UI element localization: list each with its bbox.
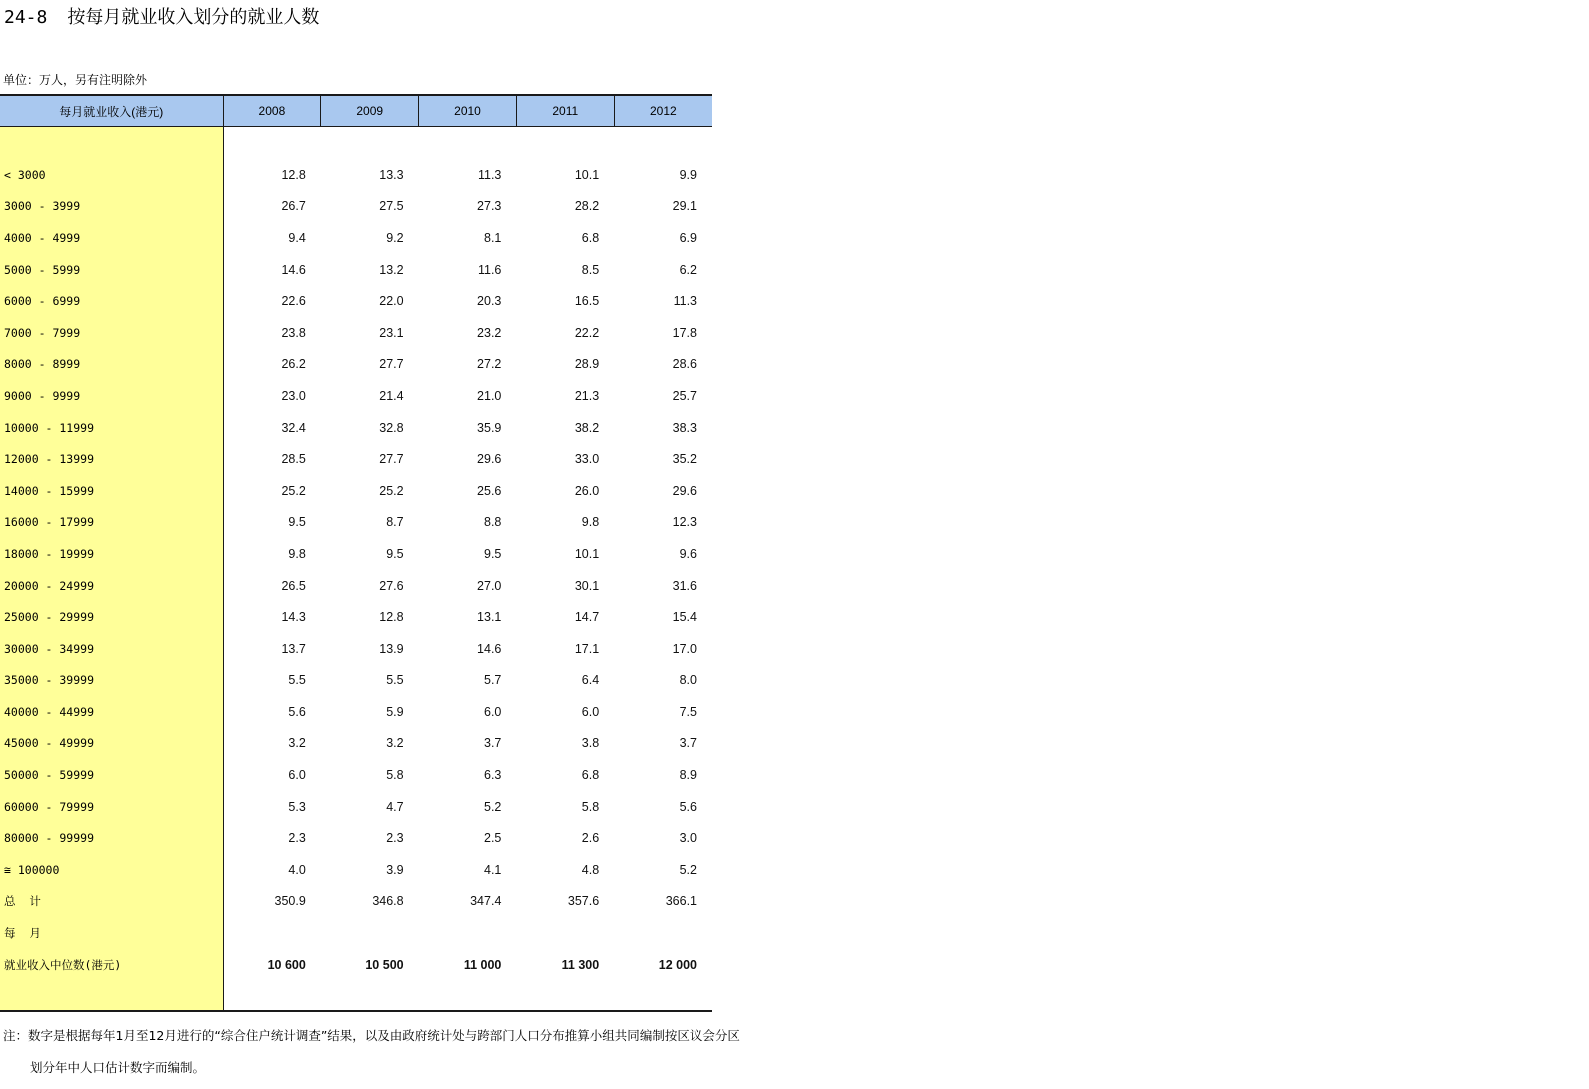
table-row bbox=[0, 349, 712, 381]
table-cell: 27.7 bbox=[379, 452, 404, 467]
table-cell: 3.2 bbox=[386, 736, 404, 751]
table-cell: 8.9 bbox=[679, 768, 697, 783]
row-label: 7000 - 7999 bbox=[0, 317, 223, 349]
table-cell: 350.9 bbox=[274, 894, 306, 909]
table-cell: 14.3 bbox=[281, 610, 306, 625]
table-cell: 28.6 bbox=[672, 357, 697, 372]
table-cell: 5.8 bbox=[386, 768, 404, 783]
table-cell: 25.2 bbox=[281, 483, 306, 498]
table-cell: 11.3 bbox=[477, 167, 502, 182]
table-body bbox=[0, 127, 712, 1012]
data-table bbox=[0, 94, 712, 1012]
table-cell: 5.5 bbox=[288, 673, 306, 688]
spacer-row bbox=[0, 980, 712, 1011]
table-cell: 11.3 bbox=[673, 294, 697, 309]
table-row bbox=[0, 665, 712, 697]
table-cell: 2.3 bbox=[288, 831, 306, 846]
table-row bbox=[0, 759, 712, 791]
table-cell: 357.6 bbox=[567, 894, 600, 909]
table-cell: 30.1 bbox=[574, 578, 600, 593]
data-table-container bbox=[0, 94, 712, 1012]
table-cell: 3.7 bbox=[484, 736, 502, 751]
row-label: 40000 - 44999 bbox=[0, 696, 223, 728]
table-cell: 27.7 bbox=[379, 357, 404, 372]
table-row bbox=[0, 633, 712, 665]
table-cell: 27.2 bbox=[477, 357, 502, 372]
table-row bbox=[0, 538, 712, 570]
table-cell: 25.6 bbox=[477, 483, 502, 498]
table-cell: 8.0 bbox=[679, 673, 697, 688]
table-cell: 347.4 bbox=[470, 894, 502, 909]
table-cell: 13.1 bbox=[477, 610, 502, 625]
table-title: 按每月就业收入划分的就业人数 bbox=[67, 7, 320, 28]
table-cell: 12.8 bbox=[281, 167, 306, 182]
row-label: 25000 - 29999 bbox=[0, 601, 223, 633]
table-cell: 3.2 bbox=[288, 736, 306, 751]
row-label: 4000 - 4999 bbox=[0, 222, 223, 254]
table-cell: 21.0 bbox=[477, 388, 502, 403]
page-title bbox=[4, 4, 319, 32]
table-cell: 17.0 bbox=[672, 641, 697, 656]
footnote-continuation: 划分年中人口估计数字而编制。 bbox=[30, 1060, 206, 1075]
row-label: 5000 - 5999 bbox=[0, 254, 223, 286]
table-cell: 7.5 bbox=[679, 704, 697, 719]
table-cell: 5.8 bbox=[581, 799, 600, 814]
row-label: 35000 - 39999 bbox=[0, 665, 223, 697]
table-cell: 38.2 bbox=[574, 420, 600, 435]
column-header-year: 2011 bbox=[516, 95, 614, 127]
table-row bbox=[0, 822, 712, 854]
table-cell: 29.6 bbox=[672, 483, 697, 498]
table-cell: 3.8 bbox=[581, 736, 600, 751]
table-cell: 21.3 bbox=[574, 388, 600, 403]
table-cell: 25.2 bbox=[379, 483, 404, 498]
median-cell: 11 000 bbox=[463, 957, 502, 972]
row-label: 3000 - 3999 bbox=[0, 191, 223, 223]
column-header-year: 2008 bbox=[223, 95, 321, 127]
table-row bbox=[0, 285, 712, 317]
unit-note: 单位：万人，另有注明除外 bbox=[3, 73, 148, 87]
table-cell: 17.8 bbox=[672, 325, 697, 340]
median-label-row bbox=[0, 917, 712, 949]
table-row bbox=[0, 317, 712, 349]
table-cell: 21.4 bbox=[379, 388, 404, 403]
table-cell: 33.0 bbox=[574, 452, 600, 467]
table-cell: 29.1 bbox=[672, 199, 697, 214]
table-cell: 9.6 bbox=[679, 546, 697, 561]
table-row bbox=[0, 443, 712, 475]
table-cell: 4.1 bbox=[484, 862, 502, 877]
row-label: 18000 - 19999 bbox=[0, 538, 223, 570]
table-cell: 3.0 bbox=[679, 831, 697, 846]
row-label: < 3000 bbox=[0, 159, 223, 191]
table-cell: 6.0 bbox=[288, 768, 306, 783]
table-row bbox=[0, 412, 712, 444]
table-cell: 26.2 bbox=[281, 357, 306, 372]
table-row bbox=[0, 728, 712, 760]
column-header-year: 2010 bbox=[419, 95, 517, 127]
row-label: 就业收入中位数(港元) bbox=[0, 949, 223, 981]
table-cell: 6.4 bbox=[581, 673, 600, 688]
table-cell: 27.0 bbox=[477, 578, 502, 593]
table-cell: 16.5 bbox=[574, 294, 600, 309]
table-cell: 6.0 bbox=[581, 704, 600, 719]
table-cell: 366.1 bbox=[665, 894, 697, 909]
table-cell: 26.5 bbox=[281, 578, 306, 593]
table-cell: 28.5 bbox=[281, 452, 306, 467]
table-cell: 29.6 bbox=[477, 452, 502, 467]
table-cell: 3.7 bbox=[679, 736, 697, 751]
table-row bbox=[0, 380, 712, 412]
table-cell: 26.0 bbox=[574, 483, 600, 498]
table-cell: 26.7 bbox=[281, 199, 306, 214]
table-cell: 6.9 bbox=[679, 230, 697, 245]
table-cell: 9.9 bbox=[679, 167, 697, 182]
median-cell: 10 500 bbox=[365, 957, 404, 972]
table-cell: 25.7 bbox=[672, 388, 697, 403]
table-row bbox=[0, 696, 712, 728]
row-label: 16000 - 17999 bbox=[0, 507, 223, 539]
column-header-income: 每月就业收入(港元) bbox=[0, 95, 223, 127]
table-cell: 13.7 bbox=[281, 641, 306, 656]
table-cell: 15.4 bbox=[672, 610, 697, 625]
table-cell: 6.2 bbox=[679, 262, 697, 277]
table-cell: 28.2 bbox=[574, 199, 600, 214]
table-cell: 35.9 bbox=[477, 420, 502, 435]
median-cell: 10 600 bbox=[267, 957, 306, 972]
table-cell: 10.1 bbox=[574, 546, 600, 561]
table-cell: 10.1 bbox=[574, 167, 600, 182]
table-cell: 5.7 bbox=[484, 673, 502, 688]
table-cell: 38.3 bbox=[672, 420, 697, 435]
table-row bbox=[0, 159, 712, 191]
table-cell: 14.6 bbox=[281, 262, 306, 277]
table-cell: 23.2 bbox=[477, 325, 502, 340]
table-cell: 4.7 bbox=[386, 799, 404, 814]
table-cell: 3.9 bbox=[386, 862, 404, 877]
table-cell: 13.2 bbox=[379, 262, 404, 277]
table-row bbox=[0, 222, 712, 254]
table-cell: 4.0 bbox=[288, 862, 306, 877]
table-cell: 9.5 bbox=[386, 546, 404, 561]
table-cell: 27.6 bbox=[379, 578, 404, 593]
median-row bbox=[0, 949, 712, 981]
table-cell: 28.9 bbox=[574, 357, 600, 372]
table-row bbox=[0, 475, 712, 507]
table-cell: 5.9 bbox=[386, 704, 404, 719]
table-cell: 5.5 bbox=[386, 673, 404, 688]
table-row bbox=[0, 191, 712, 223]
table-code: 24-8 bbox=[4, 7, 48, 28]
table-cell: 22.6 bbox=[281, 294, 306, 309]
median-cell: 11 300 bbox=[561, 957, 600, 972]
table-cell: 32.4 bbox=[281, 420, 306, 435]
table-cell: 22.2 bbox=[574, 325, 600, 340]
table-cell: 6.0 bbox=[484, 704, 502, 719]
table-cell: 14.7 bbox=[574, 610, 600, 625]
table-cell: 14.6 bbox=[477, 641, 502, 656]
row-label: 50000 - 59999 bbox=[0, 759, 223, 791]
table-row bbox=[0, 254, 712, 286]
table-row bbox=[0, 507, 712, 539]
table-row bbox=[0, 570, 712, 602]
table-cell: 12.3 bbox=[672, 515, 697, 530]
table-cell: 4.8 bbox=[581, 862, 600, 877]
table-cell: 23.1 bbox=[379, 325, 404, 340]
table-cell: 9.8 bbox=[288, 546, 306, 561]
table-cell: 2.3 bbox=[386, 831, 404, 846]
table-cell: 17.1 bbox=[574, 641, 600, 656]
table-cell: 8.1 bbox=[484, 230, 502, 245]
row-label: 30000 - 34999 bbox=[0, 633, 223, 665]
table-row bbox=[0, 886, 712, 918]
table-cell: 9.4 bbox=[288, 230, 306, 245]
table-cell: 6.8 bbox=[581, 768, 600, 783]
table-cell: 9.2 bbox=[386, 230, 404, 245]
table-cell: 27.3 bbox=[477, 199, 502, 214]
row-label: 60000 - 79999 bbox=[0, 791, 223, 823]
row-label: ≅ 100000 bbox=[0, 854, 223, 886]
table-row bbox=[0, 601, 712, 633]
table-cell: 27.5 bbox=[379, 199, 404, 214]
table-cell: 9.5 bbox=[288, 515, 306, 530]
table-cell: 9.5 bbox=[484, 546, 502, 561]
table-cell: 23.8 bbox=[281, 325, 306, 340]
spacer-row bbox=[0, 127, 712, 160]
table-cell: 31.6 bbox=[672, 578, 697, 593]
table-cell: 346.8 bbox=[372, 894, 404, 909]
row-label: 10000 - 11999 bbox=[0, 412, 223, 444]
row-label: 每 月 bbox=[0, 917, 223, 949]
table-cell: 8.5 bbox=[581, 262, 600, 277]
table-cell: 5.2 bbox=[679, 862, 697, 877]
row-label: 45000 - 49999 bbox=[0, 728, 223, 760]
table-cell: 5.6 bbox=[288, 704, 306, 719]
row-label: 12000 - 13999 bbox=[0, 443, 223, 475]
table-cell: 2.6 bbox=[581, 831, 600, 846]
table-cell: 5.3 bbox=[288, 799, 306, 814]
row-label: 80000 - 99999 bbox=[0, 822, 223, 854]
column-header-year: 2009 bbox=[321, 95, 419, 127]
median-cell: 12 000 bbox=[658, 957, 697, 972]
table-cell: 5.6 bbox=[679, 799, 697, 814]
table-cell: 6.3 bbox=[484, 768, 502, 783]
table-cell: 11.6 bbox=[477, 262, 502, 277]
table-cell: 20.3 bbox=[477, 294, 502, 309]
table-cell: 22.0 bbox=[379, 294, 404, 309]
table-cell: 5.2 bbox=[484, 799, 502, 814]
row-label: 14000 - 15999 bbox=[0, 475, 223, 507]
row-label: 8000 - 8999 bbox=[0, 349, 223, 381]
table-cell: 9.8 bbox=[581, 515, 600, 530]
table-cell: 8.8 bbox=[484, 515, 502, 530]
table-cell: 32.8 bbox=[379, 420, 404, 435]
table-row bbox=[0, 854, 712, 886]
table-cell: 6.8 bbox=[581, 230, 600, 245]
column-header-year: 2012 bbox=[614, 95, 712, 127]
row-label bbox=[0, 127, 223, 160]
table-row bbox=[0, 791, 712, 823]
table-cell: 35.2 bbox=[672, 452, 697, 467]
row-label: 20000 - 24999 bbox=[0, 570, 223, 602]
table-cell: 23.0 bbox=[281, 388, 306, 403]
table-cell: 2.5 bbox=[484, 831, 502, 846]
table-cell: 13.3 bbox=[379, 167, 404, 182]
header-row bbox=[0, 95, 712, 127]
footnote: 注：数字是根据每年1月至12月进行的“综合住户统计调查”结果，以及由政府统计处与跨部门人口分布推算小组共同编制按区议会分区 bbox=[3, 1028, 740, 1043]
table-cell: 13.9 bbox=[379, 641, 404, 656]
row-label: 6000 - 6999 bbox=[0, 285, 223, 317]
row-label: 总 计 bbox=[0, 886, 223, 918]
row-label: 9000 - 9999 bbox=[0, 380, 223, 412]
table-cell: 12.8 bbox=[379, 610, 404, 625]
table-cell: 8.7 bbox=[386, 515, 404, 530]
